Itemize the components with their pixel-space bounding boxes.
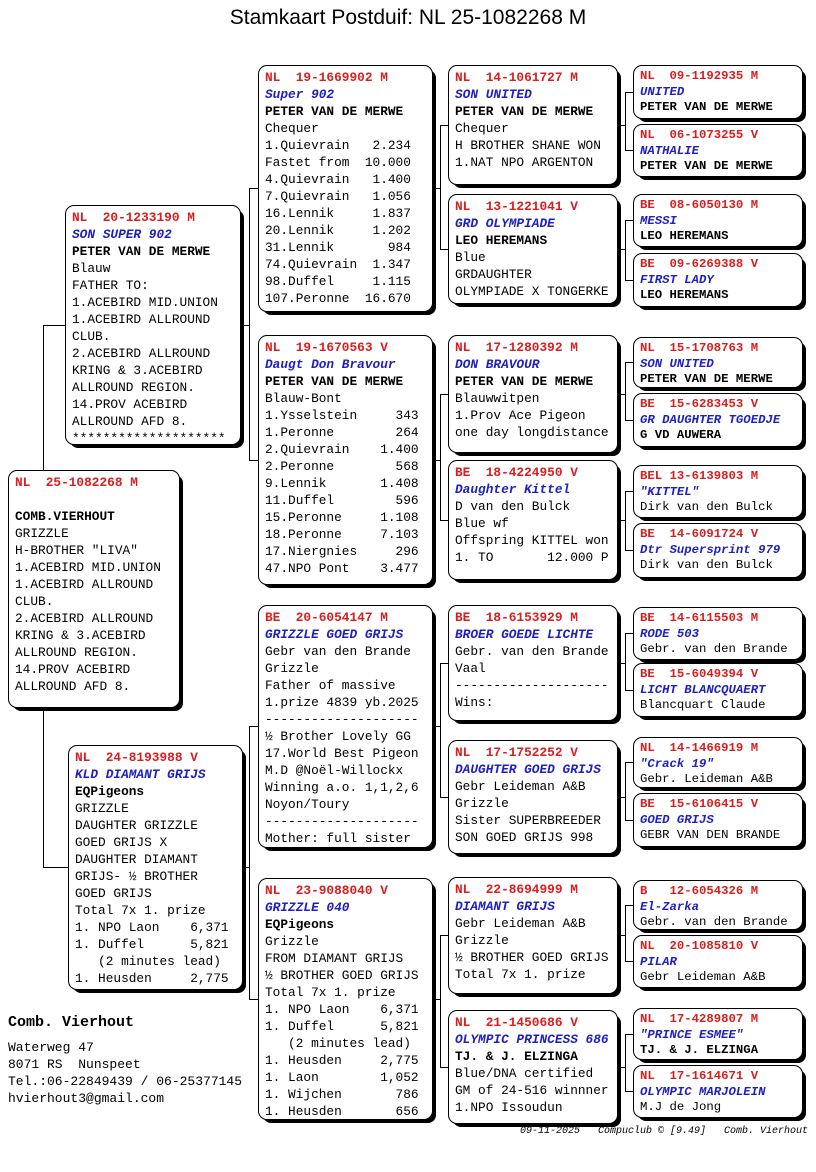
box-line: LEO HEREMANS [640,288,729,302]
connector-line [625,92,626,151]
box-line: M.J de Jong [640,1100,722,1114]
box-line: Blauw [72,261,111,276]
box-line: Dirk van den Bulck [640,500,773,514]
box-line: Daugt Don Bravour [265,357,396,372]
connector-line [625,633,633,634]
connector-line [625,220,626,281]
pedigree-box-b21 [258,65,433,312]
box-line: Vaal [455,661,486,676]
box-line: 9.Lennik 1.408 [265,476,419,491]
connector-line [43,867,69,868]
pedigree-box-g3 [633,194,803,247]
box-line: FIRST LADY [640,272,714,287]
pedigree-box-g10 [633,663,803,717]
box-line [15,491,173,508]
box-line: Blue wf [455,516,509,531]
pedigree-box-b38 [448,1010,618,1124]
box-line: 31.Lennik 984 [265,240,411,255]
connector-line [625,905,626,962]
box-line: ALLROUND REGION. [72,380,195,395]
pedigree-box-b22 [258,335,433,585]
box-line: PETER VAN DE MERWE [72,244,211,259]
box-line: 20.Lennik 1.202 [265,223,411,238]
connector-line [625,820,633,821]
pedigree-box-g1 [633,65,803,119]
box-line: 1.ACEBIRD MID.UNION [15,560,161,575]
box-line: Blauwwitpen [455,391,540,406]
box-line: NL 17-1280392 M [455,340,578,355]
pedigree-box-g16 [633,1065,803,1118]
box-line: ALLROUND REGION. [15,645,138,660]
box-line: BE 14-6091724 V [640,527,759,541]
pedigree-box-b35 [448,605,618,721]
box-line: GOED GRIJS X [75,835,168,850]
owner-phone: Tel.:06-22849439 / 06-25377145 [8,1074,243,1089]
box-line: NL 20-1233190 M [72,210,195,225]
pedigree-box-b24 [258,878,433,1120]
box-line: SON SUPER 902 [72,227,172,242]
box-line: GRD OLYMPIADE [455,216,555,231]
box-line: GRIZZLE GOED GRIJS [265,627,404,642]
pedigree-box-b37 [448,877,618,994]
box-line: 1. TO 12.000 P [455,550,609,565]
box-line: Chequer [455,121,509,136]
connector-line [249,188,250,461]
connector-line [249,726,250,1000]
box-line: 17.World Best Pigeon [265,746,419,761]
box-line: TJ. & J. ELZINGA [640,1043,759,1057]
pedigree-box-sire [65,205,241,445]
box-line: EQPigeons [265,917,335,932]
box-line: (2 minutes lead) [75,954,221,969]
box-line: NL 19-1669902 M [265,70,388,85]
box-line: DAUGHTER GOED GRIJS [455,762,601,777]
box-line: NL 21-1450686 V [455,1015,578,1030]
box-line: B 12-6054326 M [640,884,759,898]
box-line: LEO HEREMANS [455,233,548,248]
box-line: KRING & 3.ACEBIRD [72,363,203,378]
box-line: Chequer [265,121,319,136]
pedigree-box-g8 [633,523,803,578]
pedigree-box-g6 [633,393,803,447]
owner-city: 8071 RS Nunspeet [8,1057,141,1072]
box-line: D van den Bulck [455,499,571,514]
box-line: BEL 13-6139803 M [640,469,759,483]
pedigree-box-g13 [633,880,803,930]
connector-line [625,633,626,691]
connector-line [625,280,633,281]
box-line: FROM DIAMANT GRIJS [265,951,404,966]
box-line: NATHALIE [640,143,700,158]
box-line: one day longdistance [455,425,609,440]
box-line: Gebr. van den Brande [640,642,788,656]
box-line: Daughter Kittel [455,482,571,497]
box-line: RODE 503 [640,626,700,641]
connector-line [625,220,633,221]
box-line: DAUGHTER DIAMANT [75,852,198,867]
box-line: 1.Prov Ace Pigeon [455,408,586,423]
box-line: PETER VAN DE MERWE [455,374,594,389]
box-line: UNITED [640,84,685,99]
pedigree-box-b23 [258,605,433,848]
box-line: Blauw-Bont [265,391,342,406]
box-line: (2 minutes lead) [265,1036,411,1051]
connector-line [440,394,441,521]
box-line: 1.Ysselstein 343 [265,408,419,423]
owner-street: Waterweg 47 [8,1040,94,1055]
box-line: 4.Quievrain 1.400 [265,172,411,187]
box-line: NL 15-1708763 M [640,341,759,355]
box-line: Total 7x 1. prize [75,903,206,918]
box-line: GRIZZLE 040 [265,900,350,915]
connector-line [440,125,448,126]
box-line: Father of massive [265,678,396,693]
box-line: 1.ACEBIRD ALLROUND [15,577,154,592]
box-line: Gebr. van den Brande [640,915,788,929]
box-line: GEBR VAN DEN BRANDE [640,828,781,842]
box-line: 98.Duffel 1.115 [265,274,411,289]
box-line: OLYMPIC PRINCESS 686 [455,1032,609,1047]
connector-line [625,690,633,691]
pedigree-box-b36 [448,740,618,854]
box-line: DAUGHTER GRIZZLE [75,818,198,833]
connector-line [625,491,626,551]
box-line: Mother: full sister [265,831,411,846]
box-line: ALLROUND AFD 8. [72,414,188,429]
box-line: GOED GRIJS [640,812,714,827]
box-line: GOED GRIJS [75,886,152,901]
box-line: GRIZZLE [75,801,129,816]
box-line: BE 18-4224950 V [455,465,578,480]
box-line: 1.NAT NPO ARGENTON [455,155,594,170]
pedigree-box-g14 [633,935,803,988]
pedigree-box-b31 [448,65,618,185]
box-line: Blue/DNA certified [455,1066,594,1081]
connector-line [625,362,626,421]
box-line: BE 15-6283453 V [640,397,759,411]
box-line: Winning a.o. 1,1,2,6 [265,780,419,795]
box-line: H-BROTHER "LIVA" [15,543,138,558]
box-line: Blancquart Claude [640,698,766,712]
connector-line [625,762,626,821]
connector-line [625,1034,626,1092]
connector-line [43,325,66,326]
connector-line [625,961,633,962]
box-line: BE 15-6049394 V [640,667,759,681]
box-line: 1.Quievrain 2.234 [265,138,411,153]
box-line: ½ BROTHER GOED GRIJS [265,968,419,983]
box-line: DON BRAVOUR [455,357,540,372]
box-line: "Crack 19" [640,756,714,771]
box-line: 2.ACEBIRD ALLROUND [72,346,211,361]
connector-line [249,188,258,189]
box-line: DIAMANT GRIJS [455,899,555,914]
box-line: 1. Duffel 5,821 [265,1019,419,1034]
box-line: FATHER TO: [72,278,149,293]
box-line: LICHT BLANCQUAERT [640,682,766,697]
pedigree-box-g4 [633,253,803,307]
box-line: NL 09-1192935 M [640,69,759,83]
page-title: Stamkaart Postduif: NL 25-1082268 M [229,6,587,29]
pedigree-box-b32 [448,194,618,304]
connector-line [625,362,633,363]
connector-line [440,663,441,798]
box-line: Noyon/Toury [265,797,350,812]
box-line: SON UNITED [640,356,714,371]
pedigree-box-dam [68,745,243,990]
box-line: 107.Peronne 16.670 [265,291,411,306]
box-line: OLYMPIADE X TONGERKE [455,284,609,299]
box-line: Gebr Leideman A&B [455,916,586,931]
box-line: GM of 24-516 winnner [455,1083,609,1098]
box-line: BROER GOEDE LICHTE [455,627,594,642]
connector-line [440,663,448,664]
box-line: NL 14-1061727 M [455,70,578,85]
box-line: PILAR [640,954,677,969]
pedigree-box-g5 [633,337,803,388]
connector-line [440,1067,448,1068]
connector-line [440,935,448,936]
pedigree-box-g12 [633,793,803,847]
box-line: El-Zarka [640,899,700,914]
box-line: 1. Heusden 2,775 [265,1053,419,1068]
box-line: GRIZZLE [15,526,69,541]
box-line: Total 7x 1. prize [265,985,396,1000]
connector-line [625,550,633,551]
box-line: PETER VAN DE MERWE [640,159,773,173]
box-line: ALLROUND AFD 8. [15,679,131,694]
pedigree-box-g7 [633,465,803,518]
box-line: Fastet from 10.000 [265,155,411,170]
owner-email: hvierhout3@gmail.com [8,1091,165,1106]
box-line: TJ. & J. ELZINGA [455,1049,578,1064]
box-line: KLD DIAMANT GRIJS [75,767,206,782]
box-line: NL 17-4289807 M [640,1012,759,1026]
connector-line [625,1091,633,1092]
box-line: 1. NPO Laon 6,371 [75,920,229,935]
box-line: Gebr. van den Brande [455,644,609,659]
box-line: NL 23-9088040 V [265,883,388,898]
box-line: 2.Quievrain 1.400 [265,442,419,457]
box-line: OLYMPIC MARJOLEIN [640,1084,766,1099]
box-line: 1.ACEBIRD ALLROUND [72,312,211,327]
box-line: Dtr Supersprint 979 [640,542,781,557]
connector-line [625,1034,633,1035]
pedigree-box-g9 [633,607,803,660]
box-line: Grizzle [455,933,509,948]
box-line: BE 20-6054147 M [265,610,388,625]
pedigree-box-b33 [448,335,618,453]
connector-line [440,935,441,1068]
box-line: 74.Quievrain 1.347 [265,257,411,272]
connector-line [625,762,633,763]
box-line: 1.ACEBIRD MID.UNION [72,295,218,310]
box-line: 47.NPO Pont 3.477 [265,561,419,576]
box-line: NL 20-1085810 V [640,939,759,953]
box-line: Grizzle [455,796,509,811]
box-line: CLUB. [72,329,111,344]
box-line: 15.Peronne 1.108 [265,510,419,525]
pedigree-box-g11 [633,737,803,788]
box-line: 7.Quievrain 1.056 [265,189,411,204]
box-line: SON GOED GRIJS 998 [455,830,594,845]
box-line: -------------------- [265,712,419,727]
box-line: 1.prize 4839 yb.2025 [265,695,419,710]
connector-line [249,726,258,727]
owner-address-block [8,1014,242,1107]
box-line: NL 06-1073255 V [640,128,759,142]
box-line: Gebr van den Brande [265,644,411,659]
box-line: PETER VAN DE MERWE [640,100,773,114]
box-line: 14.PROV ACEBIRD [15,662,131,677]
box-line: Gebr. Leideman A&B [640,772,773,786]
box-line: -------------------- [265,814,419,829]
box-line: BE 15-6106415 V [640,797,759,811]
box-line: M.D @Noël-Willockx [265,763,404,778]
box-line: Blue [455,250,486,265]
box-line: Gebr Leideman A&B [640,970,766,984]
box-line: LEO HEREMANS [640,229,729,243]
box-line: ½ BROTHER GOED GRIJS [455,950,609,965]
box-line: BE 09-6269388 V [640,257,759,271]
box-line: ½ Brother Lovely GG [265,729,411,744]
box-line: NL 17-1614671 V [640,1069,759,1083]
box-line: Grizzle [265,934,319,949]
box-line: 17.Niergnies 296 [265,544,419,559]
box-line: "KITTEL" [640,484,700,499]
box-line: Grizzle [265,661,319,676]
box-line: 1. Heusden 656 [265,1104,419,1119]
pedigree-box-subject [8,470,180,708]
box-line: NL 13-1221041 V [455,199,578,214]
owner-name: Comb. Vierhout [8,1014,135,1031]
box-line: 2.Peronne 568 [265,459,419,474]
box-line: PETER VAN DE MERWE [455,104,594,119]
box-line: SON UNITED [455,87,532,102]
box-line: 2.ACEBIRD ALLROUND [15,611,154,626]
pedigree-box-g2 [633,124,803,177]
box-line: GRIJS- ½ BROTHER [75,869,198,884]
box-line: 16.Lennik 1.837 [265,206,411,221]
box-line: GR DAUGHTER TGOEDJE [640,412,781,427]
connector-line [440,125,441,250]
box-line: BE 14-6115503 M [640,611,759,625]
box-line: "PRINCE ESMEE" [640,1027,744,1042]
box-line: 1. Wijchen 786 [265,1087,419,1102]
box-line: MESSI [640,213,677,228]
connector-line [625,150,633,151]
box-line: GRDAUGHTER [455,267,532,282]
box-line: COMB.VIERHOUT [15,509,115,524]
box-line: Super 902 [265,87,335,102]
box-line: PETER VAN DE MERWE [640,372,773,386]
connector-line [625,491,633,492]
box-line: 1.NPO Issoudun [455,1100,563,1115]
box-line: 11.Duffel 596 [265,493,419,508]
connector-line [440,249,448,250]
box-line: NL 14-1466919 M [640,741,759,755]
box-line: CLUB. [15,594,54,609]
connector-line [440,520,448,521]
box-line: Wins: [455,695,494,710]
connector-line [249,460,258,461]
box-line: 1. NPO Laon 6,371 [265,1002,419,1017]
box-line: BE 08-6050130 M [640,198,759,212]
box-line: -------------------- [455,678,609,693]
box-line: 1. Heusden 2,775 [75,971,229,986]
pedigree-box-g15 [633,1008,803,1060]
box-line: Sister SUPERBREEDER [455,813,601,828]
box-line: NL 24-8193988 V [75,750,198,765]
box-line: ******************** [72,431,226,445]
box-line: 1. Laon 1,052 [265,1070,419,1085]
box-line: BE 18-6153929 M [455,610,578,625]
box-line: NL 22-8694999 M [455,882,578,897]
connector-line [249,999,258,1000]
box-line: NL 17-1752252 V [455,745,578,760]
box-line: G VD AUWERA [640,428,722,442]
box-line: 18.Peronne 7.103 [265,527,419,542]
pedigree-box-b34 [448,460,618,580]
box-line: Offspring KITTEL won [455,533,609,548]
connector-line [440,797,448,798]
box-line: 14.PROV ACEBIRD [72,397,188,412]
print-credit: 09-11-2025 Compuclub © [9.49] Comb. Vierhout [519,1126,808,1137]
box-line: KRING & 3.ACEBIRD [15,628,146,643]
box-line: EQPigeons [75,784,145,799]
box-line: H BROTHER SHANE WON [455,138,601,153]
connector-line [625,92,633,93]
box-line: PETER VAN DE MERWE [265,104,404,119]
box-line: 1.Peronne 264 [265,425,419,440]
box-line: PETER VAN DE MERWE [265,374,404,389]
box-line: NL 25-1082268 M [15,475,138,490]
connector-line [625,905,633,906]
box-line: Dirk van den Bulck [640,558,773,572]
connector-line [625,420,633,421]
box-line: 1. Duffel 5,821 [75,937,229,952]
connector-line [440,394,448,395]
box-line: Total 7x 1. prize [455,967,586,982]
box-line: Gebr Leideman A&B [455,779,586,794]
box-line: NL 19-1670563 V [265,340,388,355]
